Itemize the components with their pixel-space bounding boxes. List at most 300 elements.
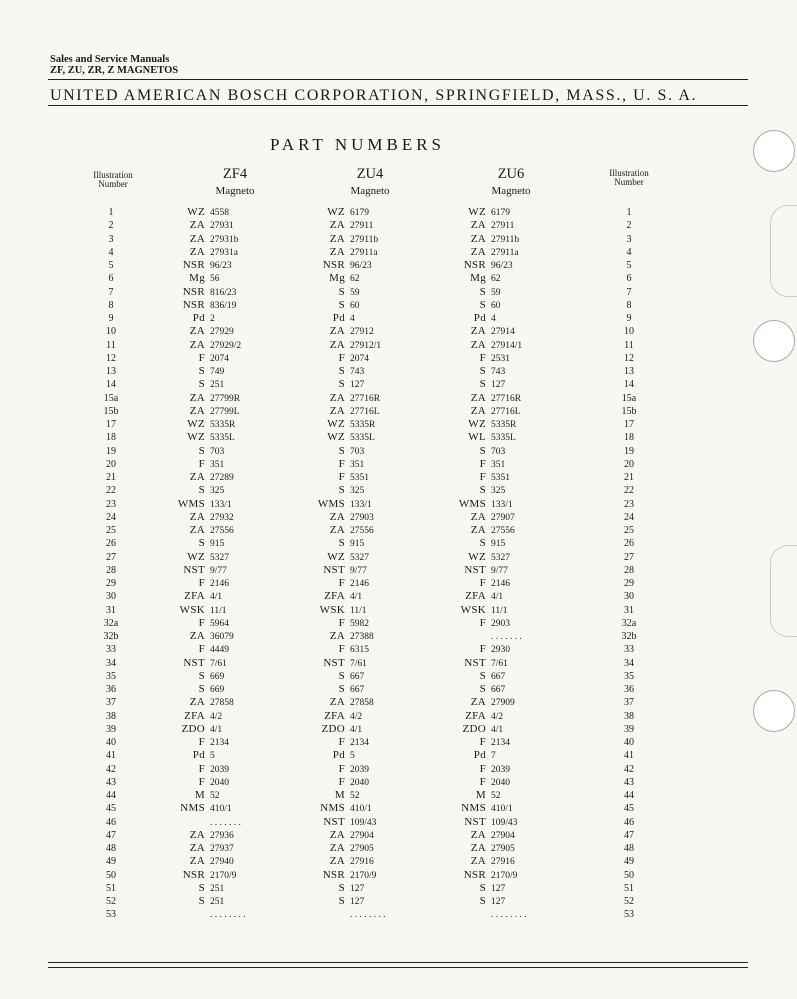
part-value: 127 [491,884,506,894]
zf4-part-number [160,286,310,299]
illustration-number-right: 32b [621,631,637,642]
zu4-part-number [300,458,450,471]
part-value: 27912/1 [350,341,382,351]
zu4-part-number [300,643,450,656]
part-value: 4/1 [491,725,504,735]
zu4-part-number [300,312,450,325]
part-prefix: WZ [187,551,205,563]
zf4-part-number [160,882,310,895]
footer-rule-top [48,962,748,963]
zf4-part-number [160,617,310,630]
zu4-part-number [300,365,450,378]
part-prefix: WMS [458,498,486,510]
illustration-number-header-left [78,171,148,189]
illustration-number-left: 29 [106,578,116,589]
illustration-header-line: Illustration [609,168,649,178]
part-value: 27556 [350,526,374,536]
part-prefix: F [338,471,345,483]
part-value: 27914 [491,327,515,337]
illustration-number-right: 49 [624,856,634,867]
part-value: 667 [350,685,365,695]
part-prefix: WZ [187,206,205,218]
part-prefix: S [198,365,205,377]
illustration-header-line: Number [98,179,128,189]
part-prefix: ZA [329,855,345,867]
part-value: 351 [210,460,225,470]
part-value: 7/61 [210,659,227,669]
zu6-part-number [441,564,591,577]
part-prefix: F [479,643,486,655]
illustration-number-right: 35 [624,671,634,682]
part-prefix: WSK [319,604,345,616]
illustration-number-left: 52 [106,896,116,907]
zf4-part-number [160,299,310,312]
part-prefix: ZA [470,696,486,708]
part-value: 96/23 [491,261,513,271]
part-prefix: F [198,577,205,589]
illustration-number-right: 13 [624,366,634,377]
illustration-number-right: 29 [624,578,634,589]
part-prefix: S [338,683,345,695]
zu4-part-number [300,339,450,352]
part-prefix: NST [464,564,486,576]
illustration-number-left: 23 [106,499,116,510]
part-value: 27799L [210,407,240,417]
part-value: 325 [210,486,225,496]
part-value: 2039 [210,765,229,775]
part-prefix: S [479,445,486,457]
zu4-part-number [300,802,450,815]
part-prefix: S [479,895,486,907]
zf4-part-number [160,259,310,272]
part-value: 2074 [210,354,229,364]
zu6-part-number [441,763,591,776]
part-prefix: S [338,537,345,549]
zu6-part-number [441,537,591,550]
part-value: 6179 [350,208,369,218]
illustration-number-right: 6 [626,273,632,284]
zu6-model-header: ZU6 [497,166,525,182]
zu6-part-number [441,829,591,842]
zf4-part-number [160,683,310,696]
illustration-number-right: 18 [624,432,634,443]
part-prefix: NSR [463,259,486,271]
illustration-number-left: 24 [106,512,116,523]
zf4-part-number [160,352,310,365]
illustration-number-left: 34 [106,658,116,669]
illustration-number-right: 20 [624,459,634,470]
part-value: . . . . . . . . [210,910,246,920]
illustration-header-line: Number [614,177,644,187]
illustration-number-left: 42 [106,764,116,775]
part-value: 743 [350,367,365,377]
zu4-part-number [300,842,450,855]
part-value: 27914/1 [491,341,523,351]
illustration-number-right: 40 [624,737,634,748]
part-value: 27716R [350,394,381,404]
part-value: 2930 [491,645,510,655]
part-prefix: NST [464,816,486,828]
illustration-number-right: 32a [621,618,637,629]
part-prefix: WZ [468,206,486,218]
illustration-number-left: 48 [106,843,116,854]
part-prefix: F [479,458,486,470]
zu4-part-number [300,272,450,285]
part-prefix: ZA [470,829,486,841]
illustration-number-left: 4 [108,247,114,258]
illustration-number-left: 27 [106,552,116,563]
part-prefix: ZA [470,233,486,245]
part-value: 325 [491,486,506,496]
zf4-part-number [160,458,310,471]
part-prefix: S [479,286,486,298]
zu4-part-number [300,710,450,723]
zf4-part-number [160,471,310,484]
illustration-number-right: 1 [626,207,632,218]
illustration-number-right: 47 [624,830,634,841]
illustration-number-right: 8 [626,300,632,311]
zf4-part-number [160,498,310,511]
part-prefix: ZA [189,339,205,351]
illustration-number-right: 30 [624,591,634,602]
illustration-number-right: 11 [624,340,634,351]
part-prefix: WMS [177,498,205,510]
part-value: 27932 [210,513,234,523]
part-prefix: S [338,882,345,894]
part-prefix: WZ [187,431,205,443]
part-prefix: WZ [327,418,345,430]
part-prefix: ZA [470,219,486,231]
part-value: 4/1 [350,592,363,602]
part-value: 667 [350,672,365,682]
part-prefix: Mg [189,272,205,284]
part-prefix: ZA [470,524,486,536]
part-prefix: S [198,882,205,894]
illustration-number-left: 47 [106,830,116,841]
part-prefix: ZFA [324,590,345,602]
zu6-part-number [441,458,591,471]
zu4-part-number [300,590,450,603]
part-value: 2170/9 [491,871,518,881]
part-value: 127 [350,884,365,894]
part-prefix: ZDO [321,723,345,735]
illustration-number-left: 37 [106,697,116,708]
part-value: 4/1 [210,725,223,735]
zu4-part-number [300,325,450,338]
zu4-part-number [300,299,450,312]
illustration-number-left: 15b [103,406,119,417]
illustration-number-right: 39 [624,724,634,735]
zf4-part-number [160,749,310,762]
part-value: 52 [350,791,360,801]
part-prefix: NST [323,657,345,669]
part-value: 27916 [491,857,515,867]
zu4-part-number [300,816,450,829]
part-value: 5335L [210,433,235,443]
part-prefix: S [338,670,345,682]
part-prefix: ZA [189,842,205,854]
zu6-part-number [441,710,591,723]
illustration-number-left: 5 [108,260,114,271]
illustration-number-left: 13 [106,366,116,377]
zu6-part-number [441,272,591,285]
part-value: 703 [491,447,506,457]
zu4-part-number [300,498,450,511]
part-value: 667 [491,672,506,682]
zu6-part-number [441,325,591,338]
part-value: 2039 [350,765,369,775]
part-value: 5327 [491,553,510,563]
illustration-number-left: 6 [108,273,114,284]
part-value: 5335R [210,420,236,430]
part-prefix: NSR [322,259,345,271]
illustration-number-left: 28 [106,565,116,576]
binder-hole [753,320,795,362]
part-value: 2170/9 [350,871,377,881]
magneto-models-label: ZF, ZU, ZR, Z MAGNETOS [50,65,179,76]
part-prefix: NST [183,564,205,576]
part-value: 6179 [491,208,510,218]
part-prefix: M [475,789,486,801]
part-value: 27289 [210,473,234,483]
illustration-number-right: 24 [624,512,634,523]
part-prefix: F [338,736,345,748]
part-prefix: ZA [470,855,486,867]
zu6-part-number [441,855,591,868]
part-prefix: NSR [182,299,205,311]
illustration-number-left: 12 [106,353,116,364]
part-value: 27931a [210,248,238,258]
part-prefix: WZ [327,551,345,563]
part-prefix: ZFA [465,710,486,722]
zu6-part-number [441,657,591,670]
zu6-part-number [441,776,591,789]
zf4-part-number [160,816,310,829]
part-prefix: F [198,776,205,788]
zu4-part-number [300,908,450,921]
part-prefix: Pd [332,749,345,761]
illustration-number-left: 53 [106,909,116,920]
part-prefix: Pd [192,749,205,761]
illustration-number-left: 25 [106,525,116,536]
zf4-part-number [160,392,310,405]
illustration-number-left: 2 [108,220,114,231]
part-value: 27936 [210,831,234,841]
zf4-part-number [160,272,310,285]
zu4-part-number [300,445,450,458]
part-prefix: ZA [189,246,205,258]
part-value: 27911 [350,221,374,231]
illustration-number-left: 35 [106,671,116,682]
part-value: 5335L [350,433,375,443]
part-prefix: S [479,484,486,496]
illustration-number-left: 1 [108,207,114,218]
zf4-part-number [160,657,310,670]
zf4-part-number [160,445,310,458]
zu4-part-number [300,431,450,444]
part-value: 669 [210,672,225,682]
zu6-part-number [441,723,591,736]
illustration-number-left: 46 [106,817,116,828]
illustration-number-right: 31 [624,605,634,616]
illustration-number-right: 23 [624,499,634,510]
illustration-number-left: 15a [103,393,119,404]
part-value: 4558 [210,208,229,218]
part-value: 133/1 [210,500,232,510]
illustration-number-left: 19 [106,446,116,457]
part-value: 27716R [491,394,522,404]
zf4-part-number [160,776,310,789]
zf4-part-number [160,590,310,603]
zf4-part-number [160,869,310,882]
zu6-part-number [441,312,591,325]
part-value: 109/43 [350,818,377,828]
part-prefix: S [479,670,486,682]
zu6-part-number [441,842,591,855]
part-value: 96/23 [210,261,232,271]
part-prefix: ZA [329,392,345,404]
part-prefix: WMS [317,498,345,510]
part-value: 127 [350,897,365,907]
zf4-part-number [160,630,310,643]
illustration-number-left: 7 [108,287,114,298]
part-prefix: ZA [329,842,345,854]
part-prefix: NSR [463,869,486,881]
part-value: 27858 [350,698,374,708]
part-prefix: ZA [329,696,345,708]
illustration-number-left: 9 [108,313,114,324]
part-value: 667 [491,685,506,695]
part-value: 836/19 [210,301,237,311]
part-value: 27940 [210,857,234,867]
part-value: 410/1 [491,804,513,814]
part-prefix: ZDO [181,723,205,735]
part-prefix: F [198,736,205,748]
zu4-part-number [300,471,450,484]
part-prefix: S [479,378,486,390]
zu4-part-number [300,657,450,670]
illustration-number-left: 51 [106,883,116,894]
illustration-number-left: 36 [106,684,116,695]
part-prefix: S [198,670,205,682]
page-title: PART NUMBERS [270,135,446,154]
illustration-number-right: 34 [624,658,634,669]
part-value: 27858 [210,698,234,708]
part-prefix: F [479,577,486,589]
part-value: 9/77 [491,566,508,576]
illustration-number-right: 46 [624,817,634,828]
part-prefix: NSR [182,259,205,271]
part-value: 27716L [350,407,380,417]
zf4-part-number [160,723,310,736]
zu6-part-number [441,484,591,497]
zu6-part-number [441,749,591,762]
part-prefix: F [338,458,345,470]
part-value: 2170/9 [210,871,237,881]
part-prefix: WSK [460,604,486,616]
part-prefix: F [338,352,345,364]
part-prefix: ZA [470,339,486,351]
part-value: 5351 [491,473,510,483]
illustration-number-right: 10 [624,326,634,337]
illustration-number-right: 7 [626,287,632,298]
part-prefix: NMS [180,802,205,814]
part-prefix: ZA [189,233,205,245]
zu6-part-number [441,206,591,219]
page-tab-edge [770,205,797,297]
zf4-part-number [160,908,310,921]
part-value: 2146 [210,579,229,589]
part-value: 60 [491,301,501,311]
illustration-number-left: 26 [106,538,116,549]
zf4-part-number [160,206,310,219]
part-value: 251 [210,897,225,907]
part-value: 816/23 [210,288,237,298]
part-prefix: ZA [329,829,345,841]
part-value: 4/2 [350,712,363,722]
zu4-part-number [300,259,450,272]
part-value: 133/1 [491,500,513,510]
part-prefix: F [198,643,205,655]
part-value: 62 [350,274,360,284]
zf4-part-number [160,564,310,577]
illustration-number-left: 31 [106,605,116,616]
zf4-part-number [160,551,310,564]
part-value: 5 [210,751,215,761]
part-prefix: NMS [461,802,486,814]
illustration-number-right: 38 [624,711,634,722]
illustration-number-left: 22 [106,485,116,496]
zu6-part-number [441,670,591,683]
zu6-part-number [441,418,591,431]
illustration-number-left: 43 [106,777,116,788]
zu6-part-number [441,789,591,802]
part-prefix: F [479,352,486,364]
illustration-number-left: 44 [106,790,116,801]
part-prefix: ZA [329,524,345,536]
part-prefix: ZA [189,471,205,483]
zu6-part-number [441,392,591,405]
part-value: 27388 [350,632,374,642]
illustration-number-right: 33 [624,644,634,655]
zu6-part-number [441,643,591,656]
part-prefix: ZA [329,630,345,642]
zu4-part-number [300,882,450,895]
zf4-model-header: ZF4 [222,166,248,182]
part-value: 2040 [210,778,229,788]
zu6-part-number [441,498,591,511]
zu6-part-number [441,551,591,564]
zu6-part-number [441,378,591,391]
part-value: 27911 [491,221,515,231]
part-prefix: S [198,445,205,457]
zu4-part-number [300,392,450,405]
zu4-part-number [300,577,450,590]
illustration-number-right: 43 [624,777,634,788]
part-prefix: F [198,763,205,775]
part-value: 96/23 [350,261,372,271]
part-prefix: ZA [189,524,205,536]
part-value: 52 [210,791,220,801]
zu4-part-number [300,206,450,219]
illustration-number-left: 11 [106,340,116,351]
zu6-part-number [441,802,591,815]
zu4-part-number [300,789,450,802]
part-prefix: ZA [329,405,345,417]
footer-rule-bottom [48,967,748,968]
zu6-part-number [441,617,591,630]
part-value: 2134 [350,738,369,748]
